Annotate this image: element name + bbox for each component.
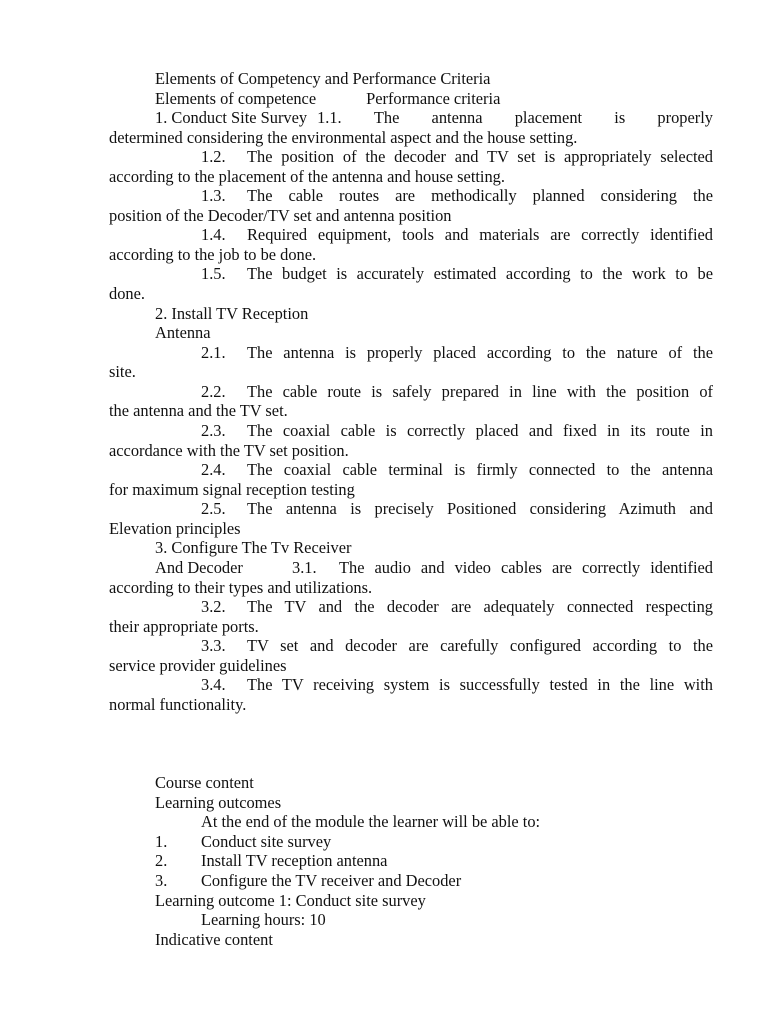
criteria-1-3-line-a: 1.3. The cable routes are methodically planned considering the	[201, 186, 713, 205]
col-criteria-header: Performance criteria	[366, 89, 501, 108]
learning-hours: Learning hours: 10	[201, 910, 326, 929]
indicative-content-heading: Indicative content	[155, 930, 273, 949]
criteria-1-4-line-a: 1.4. Required equipment, tools and materials are correctly identified	[201, 225, 713, 244]
section-heading: Elements of Competency and Performance Criteria	[155, 69, 491, 88]
criteria-1-2-line-a: 1.2. The position of the decoder and TV set is appropriately selected	[201, 147, 713, 166]
criteria-2-1-line-a: 2.1. The antenna is properly placed according to the nature of the	[201, 343, 713, 362]
learning-outcome-1-heading: Learning outcome 1: Conduct site survey	[155, 891, 426, 910]
criteria-2-1-line-b: site.	[109, 362, 136, 381]
element-3-label-cont: And Decoder	[155, 558, 243, 577]
list-item: 3. Configure the TV receiver and Decoder	[155, 871, 462, 890]
list-item: 1. Conduct site survey	[155, 832, 332, 851]
table-header-row	[155, 89, 500, 109]
criteria-3-1-line-a: And Decoder 3.1. The audio and video cables are correctly identified	[155, 558, 713, 577]
learning-outcomes-intro: At the end of the module the learner will be able to:	[201, 812, 541, 831]
criteria-1-4-line-b: according to the job to be done.	[109, 245, 317, 264]
criteria-3-3-line-a: 3.3. TV set and decoder are carefully configured according to the	[201, 636, 713, 655]
criteria-2-4-line-a: 2.4. The coaxial cable terminal is firmly connected to the antenna	[201, 460, 713, 479]
criteria-3-2-line-a: 3.2. The TV and the decoder are adequately connected respecting	[201, 597, 713, 616]
course-content-heading: Course content	[155, 773, 254, 792]
criteria-3-2-line-b: their appropriate ports.	[109, 617, 259, 636]
criteria-2-3-line-b: accordance with the TV set position.	[109, 441, 349, 460]
col-elements-header: Elements of competence	[155, 89, 317, 108]
criteria-2-2-line-b: the antenna and the TV set.	[109, 401, 288, 420]
criteria-1-5-line-b: done.	[109, 284, 145, 303]
criteria-3-1-line-b: according to their types and utilizations.	[109, 578, 373, 597]
criteria-2-4-line-b: for maximum signal reception testing	[109, 480, 355, 499]
learning-outcomes-heading: Learning outcomes	[155, 793, 282, 812]
criteria-2-3-line-a: 2.3. The coaxial cable is correctly placed and fixed in its route in	[201, 421, 713, 440]
criteria-1-1-line-b: determined considering the environmental aspect and the house setting.	[109, 128, 578, 147]
element-2-label: 2. Install TV Reception	[155, 304, 309, 323]
element-3-label: 3. Configure The Tv Receiver	[155, 538, 352, 557]
criteria-3-3-line-b: service provider guidelines	[109, 656, 287, 675]
criteria-2-5-line-a: 2.5. The antenna is precisely Positioned considering Azimuth and	[201, 499, 713, 518]
criteria-1-3-line-b: position of the Decoder/TV set and antenna position	[109, 206, 452, 225]
criteria-3-4-line-b: normal functionality.	[109, 695, 247, 714]
criteria-1-1-line-a: 1. Conduct Site Survey 1.1. The antenna placement is properly	[155, 108, 713, 127]
criteria-2-2-line-a: 2.2. The cable route is safely prepared in line with the position of	[201, 382, 713, 401]
list-item: 2. Install TV reception antenna	[155, 851, 388, 870]
element-2-label-cont: Antenna	[155, 323, 211, 342]
criteria-1-5-line-a: 1.5. The budget is accurately estimated according to the work to be	[201, 264, 713, 283]
element-1-label: 1. Conduct Site Survey	[155, 108, 308, 127]
criteria-2-5-line-b: Elevation principles	[109, 519, 241, 538]
criteria-3-4-line-a: 3.4. The TV receiving system is successfully tested in the line with	[201, 675, 713, 694]
criteria-1-2-line-b: according to the placement of the antenna and house setting.	[109, 167, 505, 186]
